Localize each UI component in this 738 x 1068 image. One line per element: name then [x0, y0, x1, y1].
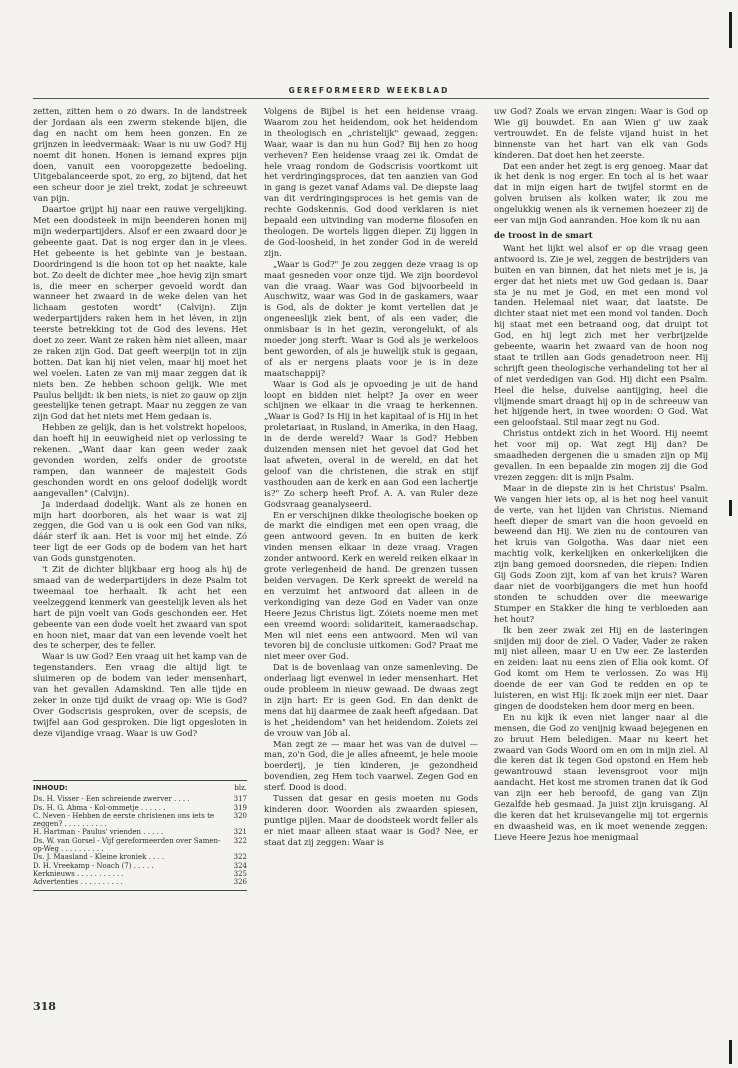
scan-edge-mark-middle [729, 500, 732, 516]
toc-entry-page: 321 [233, 828, 247, 837]
toc-entry-page: 322 [233, 853, 247, 862]
paragraph: Waar is God als je opvoeding je uit de hand loopt en bidden niet helpt? Ja over en weer schijnen we elkaar in die vraag te herkennen. „Waar is God? Is Hij in het kapitaal of is Hij in het proletariaat, in Rusland, in Amerika, in den Haag, in de derde wereld? Waar is God? Hebben duizenden mensen niet het gevoel dat God het laat afweten, overal in de wereld, en dat het geloof van die christenen, die strak en stijf vasthouden aan de kerk en aan God een lachertje is?" Zo scherp heeft Prof. A. A. van Ruler deze Godsvraag geanalyseerd. [264, 378, 478, 509]
toc-entry-title: Kerknieuws . . . . . . . . . . . [33, 869, 124, 878]
toc-entry-page: 326 [233, 878, 247, 887]
toc-entry-page: 317 [233, 795, 247, 804]
toc-entry [33, 804, 247, 812]
paragraph: Waar is uw God? Een vraag uit het kamp van de tegenstanders. Een vraag die altijd ligt te sluimeren op de bodem van ieder mensenhart, van het gevallen Adamskind. Ten alle tijde en zeker in onze tijd duikt de vraag op: Wie is God? Over Godscrisis gesproken, over de scepsis, de twijfel aan God gesproken. Die ligt opgesloten in deze vijandige vraag. Waar is uw God? [33, 651, 247, 738]
paragraph: Ja inderdaad dodelijk. Want als ze honen en mijn hart doorboren, als het waar is wat zij zeggen, die God van u is ook een God van niks, dáár sterf ik aan. Het is voor mij het einde. Zó teer ligt de eer Gods op de bodem van het hart van Gods gunstgenoten. [33, 498, 247, 564]
toc-entry-page: 319 [233, 803, 247, 812]
toc-entry [33, 862, 247, 870]
toc-top-rule [33, 780, 247, 781]
table-of-contents [33, 780, 247, 891]
paragraph: Daartoe grijpt hij naar een rauwe vergelijking. Met een doodsteek in mijn beenderen honen mij mijn wederpartijders. Alsof er een zwaard door je gebeente gaat. Dat is nog erger dan in je vlees. Het gebeente is het gebinte van je bestaan. Doordringend is die hoon tot op het naakte, kale bot. Zo deelt de dichter mee „hoe hevig zijn smart is, die meer en scherper gevoeld wordt dan wanneer het zwaard in de weke delen van het lichaam gestoten wordt" (Calvijn). Zijn wederpartijders raken hem in het léven, in zijn teerste betrekking tot de God des levens. Het doet zo zeer. Want ze raken hèm niet alleen, maar ze raken zijn God. Dat geeft weerpijn tot in zijn botten. Dat kan hij niet velen, maar hij moet het wel voelen. Laten ze van mij maar zeggen dat ik niets ben. Ze hebben schoon gelijk. Wie met Paulus belijdt: ik ben niets, is niet zo gauw op zijn geestelijke tenen getrapt. Maar nu zeggen ze van zijn God dat het niets met Hem gedaan is. [33, 204, 247, 422]
paragraph: Maar in de diepste zin is het Christus' Psalm. We vangen hier iets op, al is het nog heel vanuit de verte, van het lijden van Christus. Niemand heeft dieper de smart van die hoon gevoeld en beweend dan Hij. We zien nu de contouren van het kruis van Golgotha. Was daar niet een machtig volk, kerkelijken en onkerkelijken die zijn bang gemoed doorsneden, die riepen: Indien Gij Gods Zoon zijt, kom af van het kruis? Waren daar niet de voorbijgangers die met hun hoofd stonden te schudden over die meewarige Stumper en Stakker die hing te verbloeden aan het hout? [494, 482, 708, 624]
scan-edge-mark-top [729, 12, 732, 48]
paragraph: Want het lijkt wel alsof er op die vraag geen antwoord is. Zie je wel, zeggen de bestrijders van buiten en van binnen, dat het niets met je is, ja erger dat het niets met uw God gedaan is. Daar sta je nu met je God, en met een mond vol tanden. Helemaal niet waar, dat laatste. De dichter staat niet met een mond vol tanden. Doch hij staat met een betraand oog, dat druipt tot God, en hij legt zich met her verbrijzelde gebeente, waarin het zwaard van de hoon nog staat te trillen aan Gods genadetroon neer. Hij schrijft geen theologische verhandeling tot her al of niet verdedigen van God. Hij dicht een Psalm. Heel die helse, duivelse aantijging, heel die vlijmende smart draagt hij op in de schreeuw van het hijgende hert, in twee woorden: O God. Wat een geloofstaal. Stil maar zegt nu God. [494, 242, 708, 428]
toc-heading: INHOUD: [33, 784, 68, 792]
toc-entry-title: Ds. H. G. Abma - Kol-ommetje . . . . . . [33, 803, 166, 812]
toc-entry-title: Ds. H. Visser - Een schreiende zwerver . . . . [33, 795, 190, 804]
paragraph: 't Zit de dichter blijkbaar erg hoog als hij de smaad van de wederpartijders in deze Psalm tot tweemaal toe herhaalt. Ik acht het een veelzeggend kenmerk van geestelijk leven als het hart de pijn voelt van Gods geschonden eer. Het gebeente van een dode voelt het zwaard van spot en hoon niet, maar dat van een levende voelt het des te scherper, des te feller. [33, 564, 247, 651]
toc-entry [33, 837, 247, 854]
toc-page-label: blz. [234, 784, 247, 792]
toc-entry-page: 325 [233, 869, 247, 878]
paragraph: Hebben ze gelijk, dan is het volstrekt hopeloos, dan hoeft hij in eeuwigheid niet op verlossing te rekenen. „Want daar kan geen weder zaak gevonden worden, zelfs onder de grootste rampen, dan wanneer de majesteit Gods geschonden wordt en ons geloof dodelijk wordt aangevallen" (Calvijn). [33, 422, 247, 498]
scan-edge-mark-bottom [729, 1040, 732, 1064]
toc-header [33, 784, 247, 792]
paragraph: En nu kijk ik even niet langer naar al die mensen, die God zo venijnig kwaad bejegenen en zo bruut Hem beledigen. Maar nu keert het zwaard van Gods Woord om en om in mijn ziel. Al die keren dat ik tegen God opstond en Hem heb gewantrouwd staan levensgroot voor mijn aandacht. Het kost me stromen tranen dat ik God van zijn eer heb beroofd, de gang van Zijn Gezalfde heb gesmaad. Ja juist zijn kruisgang. Al die keren dat het kruisevangelie mij tot ergernis en dwaasheid was, en ik moet wenende zeggen: Lieve Heere Jezus hoe menigmaal [494, 711, 708, 842]
toc-entry-title: Ds. W. van Gorsel - Vijf gereformeerden over Samen-op-Weg . . . . . . . . . . [33, 836, 221, 854]
running-header-title: GEREFORMEERD WEEKBLAD [288, 86, 450, 95]
toc-entry-title: D. H. Vreekamp - Noach (7) . . . . . [33, 861, 154, 870]
toc-entry-page: 322 [233, 836, 247, 845]
toc-entry [33, 795, 247, 803]
paragraph: Ik ben zeer zwak zei Hij en de lasteringen snijden mij door de ziel. O Vader, Vader ze raken mij niet alleen, maar U en Uw eer. Ze lasterden en zeiden: laat nu eens zien of Elia ook komt. Of God komt om Hem te verlossen. Zo was Hij doende de eer van God te redden en op te luisteren, en wist Hij: Ik zoek mijn eer niet. Daar gingen de doodsteken hem door merg en been. [494, 624, 708, 711]
paragraph: Dat een ander het zegt is erg genoeg. Maar dat ik het denk is nog erger. En toch al is het waar dat in mijn eigen hart de twijfel stormt en de golven bruisen als kolken water, ik zou me ongelukkig wenen als ik vernemen hoezeer zij de eer van mijn God aanranden. Hoe kom ik nu aan [494, 160, 708, 226]
paragraph: Christus ontdekt zich in het Woord. Hij neemt het voor mij op. Wat zegt Hij dan? De smaadheden dergenen die u smaden zijn op Mij gevallen. In een bepaalde zin mogen zij die God vrezen zeggen: dit is mijn Psalm. [494, 428, 708, 482]
toc-entry [33, 812, 247, 829]
toc-entry-title: Ds. J. Maasland - Kleine kroniek . . . . [33, 853, 165, 862]
header-rule [33, 98, 709, 99]
paragraph: „Waar is God?" Je zou zeggen deze vraag is op maat gesneden voor onze tijd. We zijn boordevol van die vraag. Waar was God bijvoorbeeld in Auschwitz, waar was God in de gaskamers, waar is God, als de dokter je komt vertellen dat je ongeneeslijk ziek bent, of als een vader, die onmisbaar is in het gezin, verongelukt, of als moeder jong sterft. Waar is God als je werkeloos bent geworden, of als je huwelijk stuk is gegaan, of als er nergens plaats voor je is in deze maatschappij? [264, 258, 478, 378]
toc-entry [33, 853, 247, 861]
toc-entry-title: C. Neven - Hebben de eerste christenen ons iets te zeggen? . . . . . . . . . . [33, 811, 215, 829]
toc-entry [33, 878, 247, 886]
toc-entry-page: 324 [233, 861, 247, 870]
paragraph: Dat is de bovenlaag van onze samenleving. De onderlaag ligt evenwel in ieder mensenhart. Het oude probleem in nieuw gewaad. De dwaas zegt in zijn hart: Er is geen God. En dan denkt de mens dat hij daarmee de zaak heeft afgedaan. Dat is het „heidendom" van het heidendom. Zoiets zei de vrouw van Jób al. [264, 662, 478, 738]
toc-entry-title: H. Hartman - Paulus' vrienden . . . . . [33, 828, 164, 837]
paragraph: Tussen dat gesar en gesis moeten nu Gods kinderen door. Woorden als zwaarden spiesen, puntige pijlen. Maar de doodsteek wordt feller als er niet maar alleen staat waar is God? Nee, er staat dat zij zeggen: Waar is [264, 793, 478, 847]
column-3 [494, 106, 708, 843]
paragraph: En er verschijnen dikke theologische boeken op de markt die eindigen met een open vraag, die geen antwoord geven. In en buiten de kerk vinden mensen elkaar in deze vraag. Vragen zonder antwoord. Kerk en wereld reiken elkaar in grote verlegenheid de hand. De grenzen tussen beiden vervagen. De Kerk spreekt de wereld na en verzuimt het antwoord dat alleen in de verkondiging van deze God en Vader van onze Heere Jezus Christus ligt. Zóiets noeme men met een vreemd woord: solidariteit, kameraadschap. Men wil niet eens een antwoord. Men wil van tevoren bij de conclusie uitkomen: God? Praat me niet meer over God. [264, 509, 478, 662]
column-1 [33, 106, 247, 739]
paragraph: uw God? Zoals we ervan zingen: Waar is God op Wie gij bouwdet. En aan Wien g' uw zaak vertrouwdet. En de felste vijand huist in het binnenste van het hart van elk van Gods kinderen. Dat doet hen het zeerste. [494, 106, 708, 160]
paragraph: zetten, zitten hem o zo dwars. In de landstreek der Jordaan als een zwerm stekende bijen, die dag en nacht om hem heen gonzen. En ze grijnzen in leedvermaak: Waar is nu uw God? Hij noemt dit honen. Honen is iemand expres pijn doen, vanuit een vooropgezette bedoeling. Uitgebalanceerde spot, zo erg, zo bijtend, dat het een scheur door je ziel trekt, zodat je schreeuwt van pijn. [33, 106, 247, 204]
toc-bottom-rule [33, 890, 247, 891]
toc-entry [33, 828, 247, 836]
paragraph: Volgens de Bijbel is het een heidense vraag. Waarom zou het heidendom, ook het heidendom in theologisch en „christelijk" gewaad, zeggen: Waar, waar is dan nu hun God? Bij hen zo hoog verheven? Een heidense vraag zei ik. Omdat de hele vraag rondom de Godscrisis voortkomt uit het verdringingsproces, dat ten aanzien van God in gang is gezet vanaf Adams val. De diepste laag van dit verdringingsproces is het gemis van de rechte Godskennis. God dood verklaren is niet bepaald een uitvinding van moderne filosofen en theologen. De wortels liggen dieper. Zij liggen in de God-loosheid, in het zonder God in de wereld zijn. [264, 106, 478, 258]
page-number: 318 [33, 1000, 56, 1013]
toc-entry-page: 320 [233, 811, 247, 820]
toc-entry [33, 870, 247, 878]
section-subheading: de troost in de smart [494, 229, 593, 240]
column-2 [264, 106, 478, 848]
toc-entry-title: Advertenties . . . . . . . . . . [33, 878, 123, 887]
paragraph: Man zegt ze — maar het was van de duivel — man, zo'n God, die je alles afneemt, je hele mooie boerderij, je tien kinderen, je gezondheid bovendien, zeg Hem toch vaarwel. Zegen God en sterf. Dood is dood. [264, 738, 478, 793]
